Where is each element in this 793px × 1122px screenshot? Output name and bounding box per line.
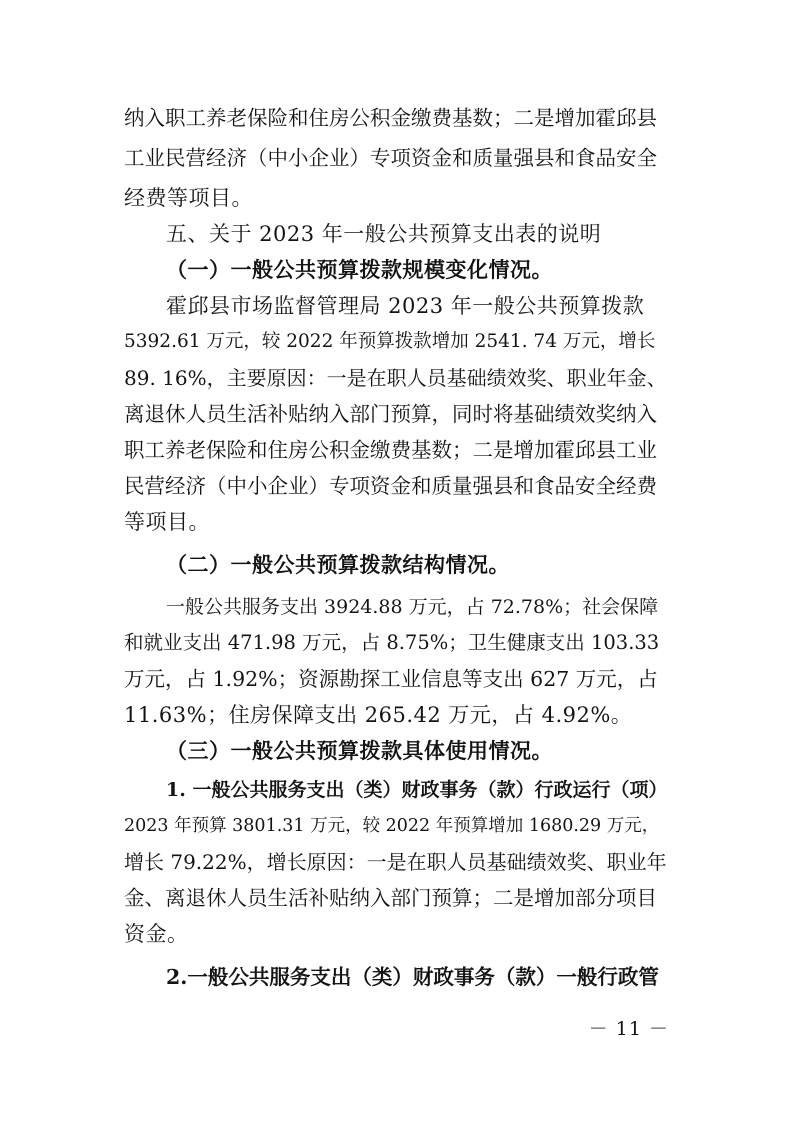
page-number: － 11 － xyxy=(588,1018,669,1040)
item-heading: 2.一般公共服务支出（类）财政事务（款）一般行政管 xyxy=(166,965,659,989)
section-heading: 五、关于 2023 年一般公共预算支出表的说明 xyxy=(166,222,602,246)
body-line: 一般公共服务支出 3924.88 万元，占 72.78%；社会保障 xyxy=(166,596,659,618)
body-line: 增长 79.22%，增长原因：一是在职人员基础绩效奖、职业年 xyxy=(124,850,667,874)
body-line: 民营经济（中小企业）专项资金和质量强县和食品安全经费 xyxy=(124,474,657,498)
body-line: 纳入职工养老保险和住房公积金缴费基数；二是增加霍邱县 xyxy=(124,106,657,130)
body-line: 万元，占 1.92%；资源勘探工业信息等支出 627 万元，占 xyxy=(124,667,658,691)
body-line: 11.63%；住房保障支出 265.42 万元，占 4.92%。 xyxy=(124,703,633,727)
body-line: 等项目。 xyxy=(124,510,210,534)
body-line: 5392.61 万元，较 2022 年预算拨款增加 2541. 74 万元，增长 xyxy=(124,331,656,352)
subsection-heading: （一）一般公共预算拨款规模变化情况。 xyxy=(166,257,553,282)
body-line: 2023 年预算 3801.31 万元，较 2022 年预算增加 1680.29 万元， xyxy=(124,816,660,836)
body-line: 和就业支出 471.98 万元，占 8.75%；卫生健康支出 103.33 xyxy=(124,631,660,654)
body-line: 工业民营经济（中小企业）专项资金和质量强县和食品安全 xyxy=(124,146,657,170)
body-line: 经费等项目。 xyxy=(124,186,253,210)
body-line: 金、离退休人员生活补贴纳入部门预算；二是增加部分项目 xyxy=(124,886,657,910)
body-line: 离退休人员生活补贴纳入部门预算，同时将基础绩效奖纳入 xyxy=(124,402,657,426)
subsection-heading: （二）一般公共预算拨款结构情况。 xyxy=(166,552,510,577)
body-line: 职工养老保险和住房公积金缴费基数；二是增加霍邱县工业 xyxy=(124,438,657,462)
body-line: 资金。 xyxy=(124,922,189,946)
body-line: 霍邱县市场监督管理局 2023 年一般公共预算拨款 xyxy=(166,294,645,318)
subsection-heading: （三）一般公共预算拨款具体使用情况。 xyxy=(166,738,553,763)
item-heading: 1. 一般公共服务支出（类）财政事务（款）行政运行（项） xyxy=(166,779,668,801)
body-line: 89. 16%，主要原因：一是在职人员基础绩效奖、职业年金、 xyxy=(124,366,667,390)
